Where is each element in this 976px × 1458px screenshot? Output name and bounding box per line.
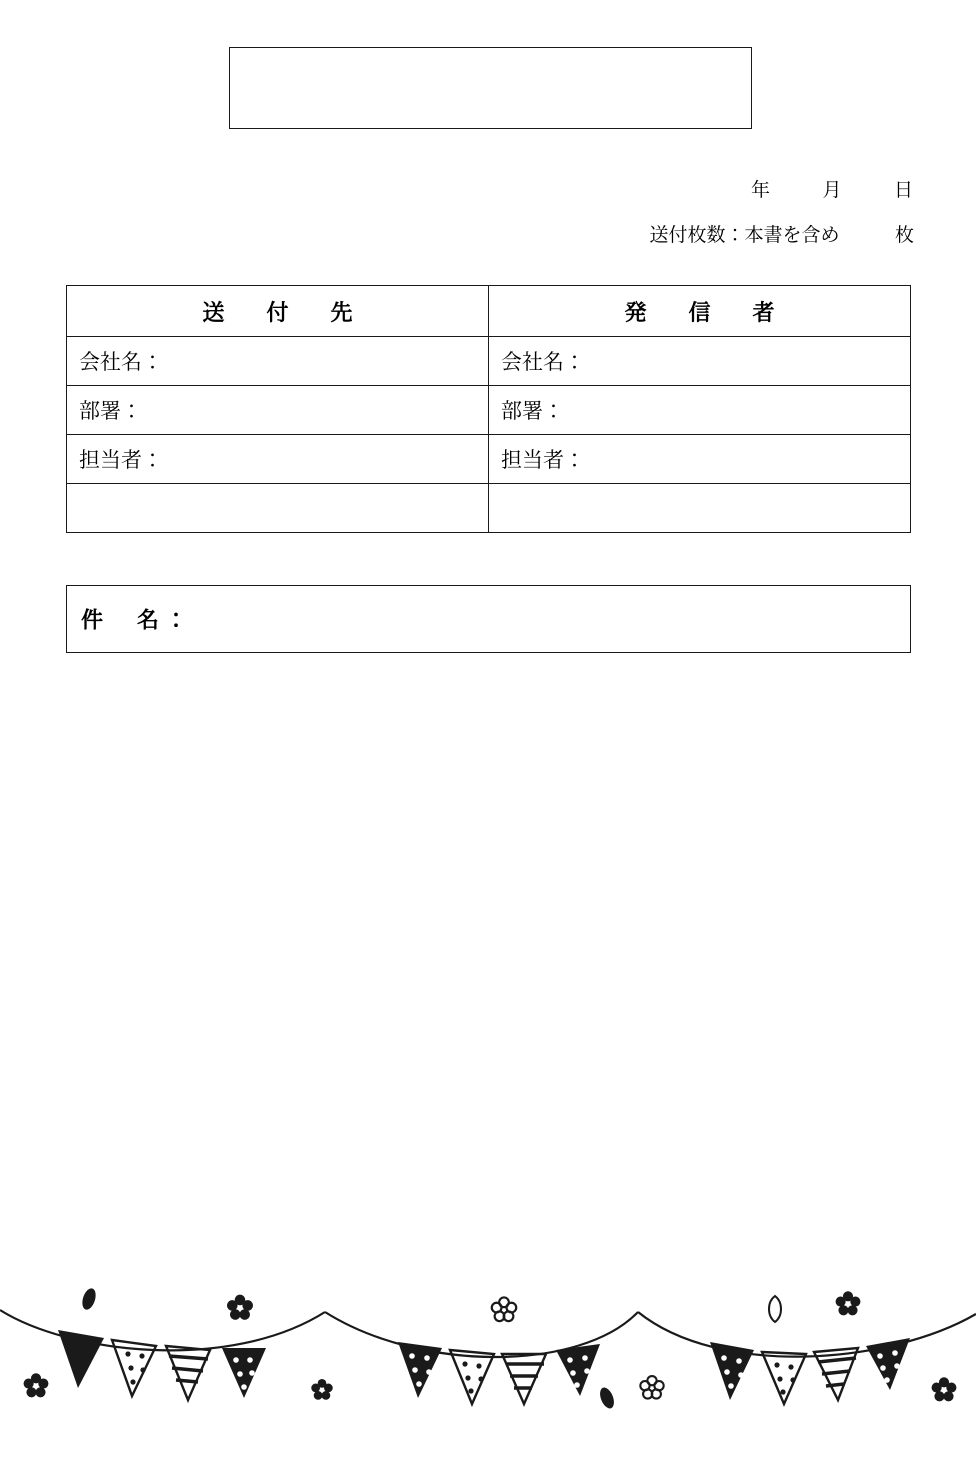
recipient-person-field[interactable]: 担当者： [67, 435, 489, 484]
table-header-sender: 発 信 者 [489, 286, 911, 337]
table-row [67, 484, 911, 533]
recipient-department-field[interactable]: 部署： [67, 386, 489, 435]
date-year-label: 年 [750, 180, 771, 201]
page-count-label: 送付枚数：本書を含め [649, 225, 840, 246]
leaf [80, 1287, 98, 1312]
table-row [67, 337, 911, 386]
sender-department-field[interactable]: 部署： [489, 386, 911, 435]
date-month-label: 月 [822, 180, 843, 201]
table-header-row [67, 286, 911, 337]
date-day-label: 日 [893, 180, 914, 201]
sender-company-field[interactable]: 会社名： [489, 337, 911, 386]
leaf-outline [769, 1296, 781, 1322]
page-count-line [649, 220, 914, 247]
sender-person-field[interactable]: 担当者： [489, 435, 911, 484]
sender-extra-field[interactable] [489, 484, 911, 533]
recipient-sender-table [66, 285, 911, 533]
subject-box[interactable] [66, 585, 911, 653]
bunting-flags-and-flowers-icon [0, 1268, 976, 1458]
message-body-area[interactable] [66, 680, 911, 1250]
document-title-box[interactable] [229, 47, 752, 129]
leaf [597, 1386, 616, 1411]
date-line [751, 175, 914, 202]
recipient-company-field[interactable]: 会社名： [67, 337, 489, 386]
flower [24, 1291, 957, 1401]
table-header-recipient: 送 付 先 [67, 286, 489, 337]
table-row [67, 435, 911, 484]
table-row [67, 386, 911, 435]
subject-label: 件 名： [81, 607, 194, 633]
recipient-extra-field[interactable] [67, 484, 489, 533]
page-count-unit: 枚 [894, 225, 914, 246]
